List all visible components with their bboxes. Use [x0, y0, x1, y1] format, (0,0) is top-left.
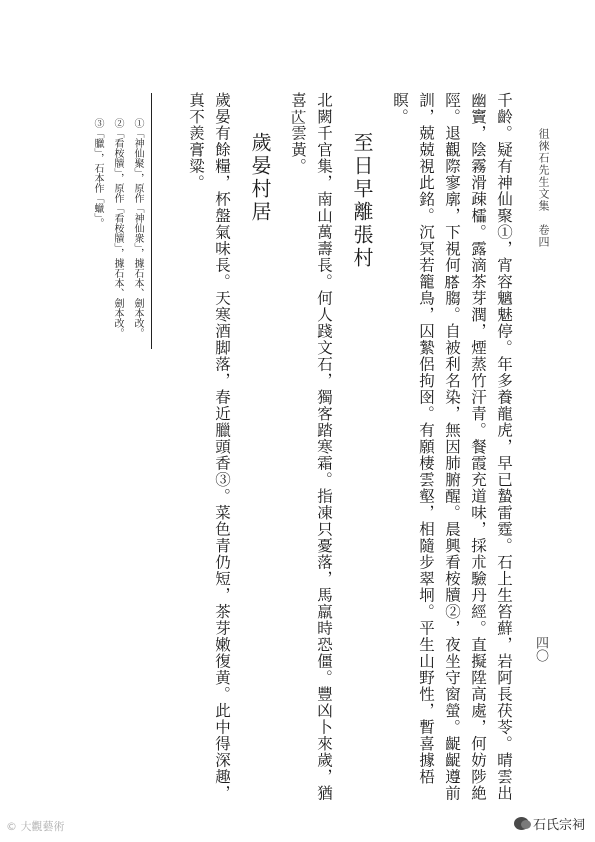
main-text-block [183, 92, 517, 812]
poem-body-zhiri: 北闕千官集，南山萬壽長。何人踐文石，獨客踏寒霜。指凍只憂落，馬羸時恐僵。豐凶卜來歲，猶喜𦬆雲黃。 [289, 92, 333, 802]
poem-body-suiyan: 歲晏有餘糧，杯盤氣味長。天寒酒脚落，春近臘頭香③。菜色青仍短，茶芽嫩復黄。此中得深趣，真不羨膏粱。 [187, 92, 231, 802]
watermark-right [514, 814, 585, 833]
page-number: 四〇 [533, 636, 548, 662]
watermark-right-text: 石氏宗祠 [532, 818, 585, 833]
wechat-icon [514, 817, 529, 830]
poem-body-continued: 千齡。疑有神仙聚①，宵容魑魅停。年多養龍虎，早已蟄雷霆。石上生笞蘚，岩阿長茯苓。晴雲出幽竇，陰霧滑疎櫺。露滴茶芽潤，煙蒸竹汗青。餐霞充道味，採朮驗丹經。直擬陞高處，何妨陟絶陘。退觀際寥廓，下視何𦞂䐢。自被利名染，無因肺腑醒。晨興看桉牘②，夜坐守窗螢。齪齪遵前訓，兢兢視此銘。沉冥若籠鳥，囚縶侶拘囹。有願棲雲壑，相隨步翠坰。平生山野性，暫喜據梧瞑。 [391, 92, 513, 802]
footnote-1: ①「神仙聚」，原作「神仙衆」，據石本、劍本改。 [132, 118, 143, 338]
running-header-title: 徂徠石先生文集 卷四 [537, 128, 550, 248]
watermark-left: © 大觀藝術 [6, 820, 65, 833]
footnotes [87, 118, 147, 378]
poem-title-zhiri: 至日早離張村 [350, 132, 374, 270]
footnote-2: ②「看桉牘」，原作「看桉牘」，據石本、劍本改。 [112, 118, 123, 338]
poem-title-suiyan: 歲晏村居 [248, 132, 272, 224]
footnote-3: ③「臘」，石本作「蠟」。 [92, 118, 103, 228]
footnote-divider [151, 93, 152, 349]
